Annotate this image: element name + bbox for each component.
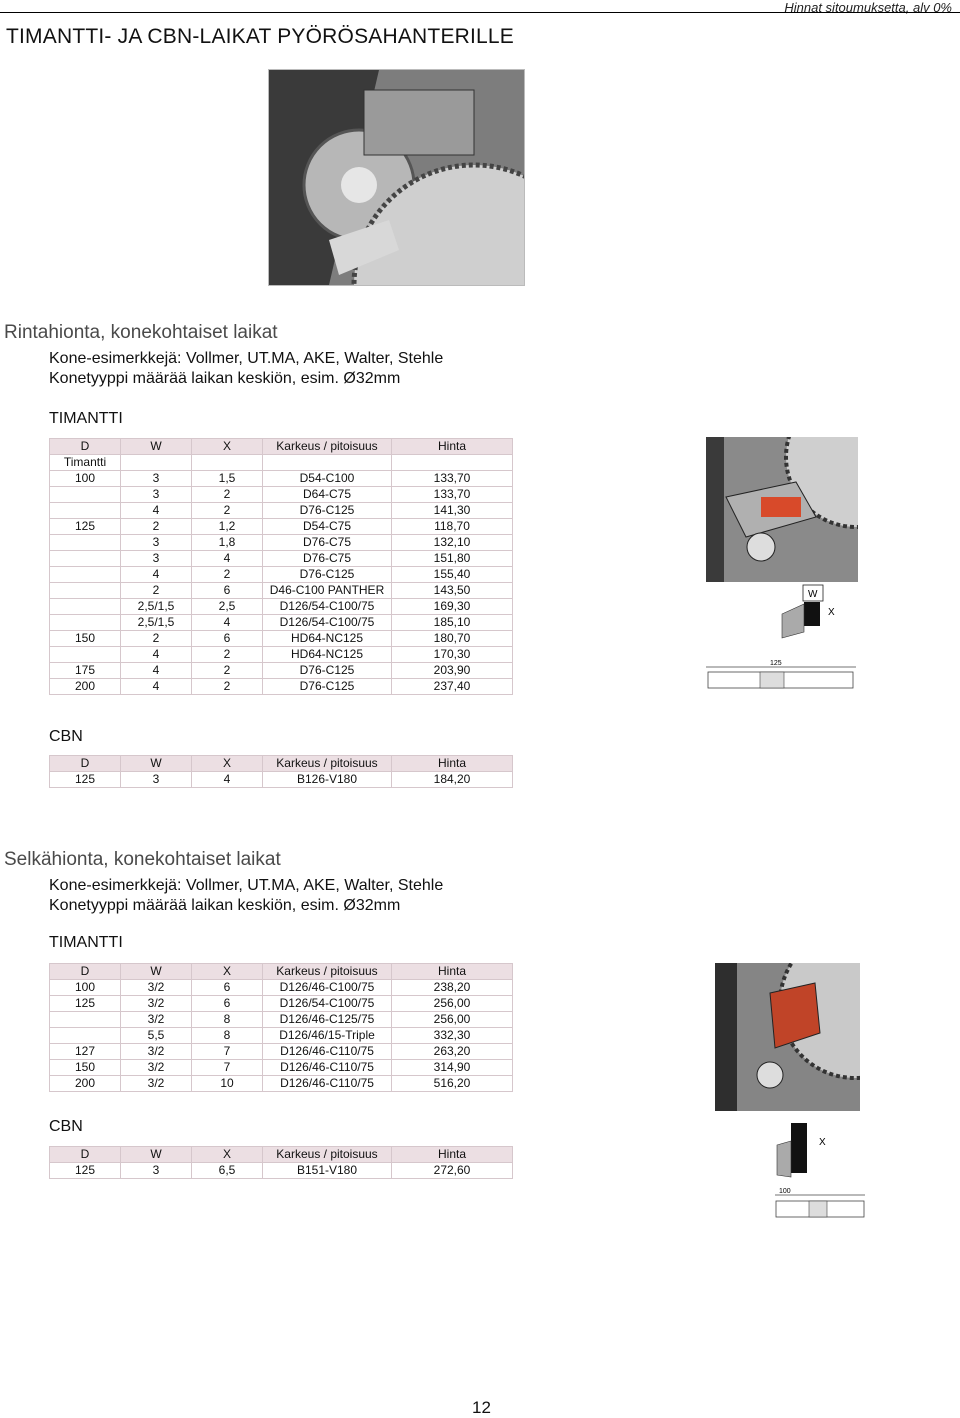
table-cell: D126/46-C125/75 (263, 1012, 392, 1028)
table-cell: 175 (50, 663, 121, 679)
table-cell: 2 (192, 663, 263, 679)
section1-heading: Rintahionta, konekohtaiset laikat (4, 322, 278, 343)
section1-machines: Kone-esimerkkejä: Vollmer, UT.MA, AKE, Walter, Stehle (49, 350, 444, 367)
section2-diamond-table (49, 963, 513, 1092)
table-cell: 3 (121, 471, 192, 487)
table-row (50, 583, 513, 599)
table-cell: 4 (121, 679, 192, 695)
table-cell: D76-C75 (263, 551, 392, 567)
section1-cbn-label: CBN (49, 728, 83, 745)
group-label: Timantti (50, 455, 121, 471)
table-cell (50, 647, 121, 663)
table-header-row (50, 964, 513, 980)
table-row (50, 487, 513, 503)
table-cell: 263,20 (392, 1044, 513, 1060)
table-row (50, 1076, 513, 1092)
table-cell: 6,5 (192, 1163, 263, 1179)
table-cell: 4 (121, 567, 192, 583)
table-row (50, 663, 513, 679)
table-row (50, 631, 513, 647)
section2-machines: Kone-esimerkkejä: Vollmer, UT.MA, AKE, Walter, Stehle (49, 877, 444, 894)
table-cell: D126/46/15-Triple (263, 1028, 392, 1044)
section2-hub-note: Konetyyppi määrää laikan keskiön, esim. Ø32mm (49, 897, 401, 914)
page-title: TIMANTTI- JA CBN-LAIKAT PYÖRÖSAHANTERILLE (6, 25, 515, 48)
table-cell: D76-C125 (263, 567, 392, 583)
table-cell: 169,30 (392, 599, 513, 615)
table-cell: 3/2 (121, 1044, 192, 1060)
label-dim-125: 125 (770, 660, 782, 667)
table-cell: 332,30 (392, 1028, 513, 1044)
empty-cell (121, 455, 192, 471)
table-cell: 2,5/1,5 (121, 615, 192, 631)
wheel-profile-diagram-1 (706, 582, 856, 697)
table-cell: D76-C125 (263, 503, 392, 519)
col-x: X (192, 439, 263, 455)
table-cell: D126/46-C100/75 (263, 980, 392, 996)
table-cell: 6 (192, 996, 263, 1012)
col-d: D (50, 964, 121, 980)
table-cell: 237,40 (392, 679, 513, 695)
table-cell: 1,2 (192, 519, 263, 535)
col-x: X (192, 964, 263, 980)
table-cell: 256,00 (392, 996, 513, 1012)
table-cell: 7 (192, 1060, 263, 1076)
table-cell: 125 (50, 1163, 121, 1179)
table-cell: 2 (121, 519, 192, 535)
profile-drawing (775, 1115, 870, 1225)
table-cell: 6 (192, 631, 263, 647)
table-cell: 200 (50, 679, 121, 695)
col-x: X (192, 1147, 263, 1163)
table-cell: 2 (192, 679, 263, 695)
table-cell: 272,60 (392, 1163, 513, 1179)
table-group-row (50, 455, 513, 471)
table-cell (50, 535, 121, 551)
table-cell: 3 (121, 551, 192, 567)
wheel-photo-1 (706, 437, 858, 582)
grinding-machine-photo (268, 69, 525, 286)
section1-hub-note: Konetyyppi määrää laikan keskiön, esim. Ø32mm (49, 370, 401, 387)
machine-head-illustration (715, 963, 860, 1111)
table-cell: 133,70 (392, 487, 513, 503)
empty-cell (192, 455, 263, 471)
table-row (50, 1163, 513, 1179)
col-price: Hinta (392, 439, 513, 455)
col-price: Hinta (392, 1147, 513, 1163)
table-cell: 4 (192, 551, 263, 567)
table-cell: B126-V180 (263, 772, 392, 788)
table-cell: 6 (192, 980, 263, 996)
table-cell: 4 (121, 503, 192, 519)
col-price: Hinta (392, 964, 513, 980)
table-header-row (50, 756, 513, 772)
table-cell: 5,5 (121, 1028, 192, 1044)
table-cell: 8 (192, 1012, 263, 1028)
table-cell: 2 (192, 503, 263, 519)
table-cell: D54-C75 (263, 519, 392, 535)
col-d: D (50, 756, 121, 772)
table-cell (50, 615, 121, 631)
table-cell: 4 (192, 615, 263, 631)
table-cell: D64-C75 (263, 487, 392, 503)
section2-cbn-table (49, 1146, 513, 1179)
table-cell: 185,10 (392, 615, 513, 631)
table-cell: D126/54-C100/75 (263, 996, 392, 1012)
table-cell: 125 (50, 996, 121, 1012)
table-cell: 184,20 (392, 772, 513, 788)
table-cell: 3 (121, 487, 192, 503)
table-row (50, 615, 513, 631)
table-cell: D126/54-C100/75 (263, 615, 392, 631)
table-cell: 200 (50, 1076, 121, 1092)
table-row (50, 1060, 513, 1076)
table-cell: D76-C75 (263, 535, 392, 551)
table-cell: B151-V180 (263, 1163, 392, 1179)
table-cell: 3/2 (121, 996, 192, 1012)
empty-cell (392, 455, 513, 471)
table-cell: 4 (192, 772, 263, 788)
table-cell: HD64-NC125 (263, 647, 392, 663)
table-cell (50, 567, 121, 583)
table-cell: 2,5/1,5 (121, 599, 192, 615)
table-cell: 143,50 (392, 583, 513, 599)
table-cell: 100 (50, 980, 121, 996)
table-cell: D126/54-C100/75 (263, 599, 392, 615)
table-cell: 1,8 (192, 535, 263, 551)
table-cell (50, 551, 121, 567)
table-cell: D126/46-C110/75 (263, 1076, 392, 1092)
table-cell: 150 (50, 631, 121, 647)
table-row (50, 679, 513, 695)
table-cell: 127 (50, 1044, 121, 1060)
table-row (50, 519, 513, 535)
table-cell: 516,20 (392, 1076, 513, 1092)
table-cell: 3/2 (121, 1076, 192, 1092)
label-x: X (828, 607, 835, 618)
table-cell: D54-C100 (263, 471, 392, 487)
table-cell: D76-C125 (263, 679, 392, 695)
label-w: W (808, 589, 818, 600)
table-cell: 7 (192, 1044, 263, 1060)
table-cell: 1,5 (192, 471, 263, 487)
table-cell: 118,70 (392, 519, 513, 535)
table-cell (50, 583, 121, 599)
section2-diamond-label: TIMANTTI (49, 934, 123, 951)
table-cell: 2 (192, 647, 263, 663)
table-cell: 125 (50, 519, 121, 535)
col-w: W (121, 756, 192, 772)
empty-cell (263, 455, 392, 471)
header-rule (0, 12, 960, 13)
table-row (50, 535, 513, 551)
table-cell: 2 (192, 487, 263, 503)
table-cell (50, 1012, 121, 1028)
section2-cbn-label: CBN (49, 1118, 83, 1135)
machine-head-illustration (706, 437, 858, 582)
table-row (50, 1044, 513, 1060)
table-cell: 314,90 (392, 1060, 513, 1076)
table-row (50, 996, 513, 1012)
col-d: D (50, 1147, 121, 1163)
table-row (50, 551, 513, 567)
table-cell: 132,10 (392, 535, 513, 551)
wheel-photo-2 (715, 963, 860, 1111)
table-cell: 180,70 (392, 631, 513, 647)
wheel-profile-diagram-2 (775, 1115, 870, 1225)
table-cell: 133,70 (392, 471, 513, 487)
table-cell: 10 (192, 1076, 263, 1092)
table-cell: 256,00 (392, 1012, 513, 1028)
table-row (50, 647, 513, 663)
table-row (50, 567, 513, 583)
col-w: W (121, 1147, 192, 1163)
table-row (50, 772, 513, 788)
table-cell: 3/2 (121, 1012, 192, 1028)
table-cell: 2 (121, 631, 192, 647)
table-cell: 3/2 (121, 1060, 192, 1076)
saw-blade-illustration (269, 70, 524, 285)
table-cell: 150 (50, 1060, 121, 1076)
table-cell: 170,30 (392, 647, 513, 663)
page-number: 12 (472, 1398, 491, 1417)
table-cell: 3 (121, 772, 192, 788)
section1-diamond-table (49, 438, 513, 695)
label-dim-100: 100 (779, 1188, 791, 1195)
table-cell: 4 (121, 647, 192, 663)
table-cell (50, 599, 121, 615)
table-cell: D126/46-C110/75 (263, 1044, 392, 1060)
table-cell: 155,40 (392, 567, 513, 583)
section2-heading: Selkähionta, konekohtaiset laikat (4, 849, 281, 870)
table-cell: 3/2 (121, 980, 192, 996)
profile-drawing (706, 582, 856, 697)
table-cell: 4 (121, 663, 192, 679)
section1-cbn-table (49, 755, 513, 788)
table-cell: 151,80 (392, 551, 513, 567)
table-cell: 3 (121, 535, 192, 551)
table-cell: 2 (192, 567, 263, 583)
table-row (50, 1012, 513, 1028)
table-row (50, 503, 513, 519)
col-x: X (192, 756, 263, 772)
price-note: Hinnat sitoumuksetta, alv 0% (784, 0, 952, 15)
table-cell: 203,90 (392, 663, 513, 679)
table-header-row (50, 439, 513, 455)
table-cell: 141,30 (392, 503, 513, 519)
table-cell: 6 (192, 583, 263, 599)
table-cell: 8 (192, 1028, 263, 1044)
col-w: W (121, 964, 192, 980)
col-grit: Karkeus / pitoisuus (263, 756, 392, 772)
table-cell: 2 (121, 583, 192, 599)
table-cell: D76-C125 (263, 663, 392, 679)
col-grit: Karkeus / pitoisuus (263, 439, 392, 455)
table-row (50, 599, 513, 615)
col-w: W (121, 439, 192, 455)
table-cell: 3 (121, 1163, 192, 1179)
table-cell (50, 487, 121, 503)
table-row (50, 471, 513, 487)
label-x: X (819, 1137, 826, 1148)
table-row (50, 1028, 513, 1044)
table-header-row (50, 1147, 513, 1163)
col-price: Hinta (392, 756, 513, 772)
table-cell: 100 (50, 471, 121, 487)
table-cell: 125 (50, 772, 121, 788)
col-grit: Karkeus / pitoisuus (263, 964, 392, 980)
table-cell: D126/46-C110/75 (263, 1060, 392, 1076)
table-row (50, 980, 513, 996)
col-grit: Karkeus / pitoisuus (263, 1147, 392, 1163)
table-cell: D46-C100 PANTHER (263, 583, 392, 599)
table-cell (50, 1028, 121, 1044)
table-cell: HD64-NC125 (263, 631, 392, 647)
section1-diamond-label: TIMANTTI (49, 410, 123, 427)
table-cell (50, 503, 121, 519)
col-d: D (50, 439, 121, 455)
table-cell: 238,20 (392, 980, 513, 996)
table-cell: 2,5 (192, 599, 263, 615)
